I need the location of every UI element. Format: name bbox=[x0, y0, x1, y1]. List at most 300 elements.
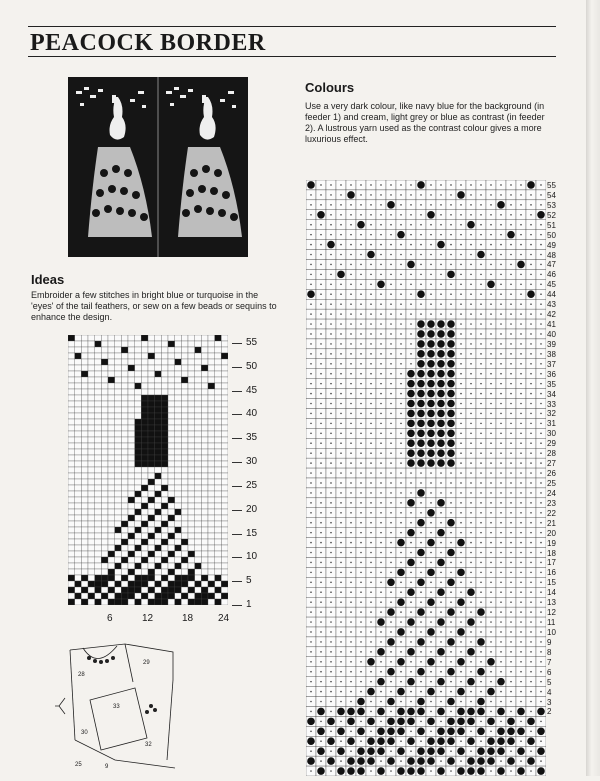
background-stitch-dot bbox=[440, 512, 442, 514]
background-stitch-dot bbox=[500, 502, 502, 504]
background-stitch-dot bbox=[530, 671, 532, 673]
mini-chart-cell bbox=[148, 575, 155, 581]
background-stitch-dot bbox=[370, 492, 372, 494]
mini-chart-cell bbox=[95, 401, 102, 407]
mini-chart-cell bbox=[68, 347, 75, 353]
background-stitch-dot bbox=[400, 591, 402, 593]
background-stitch-dot bbox=[420, 572, 422, 574]
background-stitch-dot bbox=[460, 701, 462, 703]
background-stitch-dot bbox=[510, 293, 512, 295]
contrast-stitch-dot bbox=[447, 380, 455, 388]
mini-chart-cell bbox=[108, 365, 115, 371]
background-stitch-dot bbox=[410, 303, 412, 305]
contrast-stitch-dot bbox=[417, 747, 425, 755]
background-stitch-dot bbox=[450, 532, 452, 534]
background-stitch-dot bbox=[470, 403, 472, 405]
background-stitch-dot bbox=[390, 542, 392, 544]
background-stitch-dot bbox=[510, 224, 512, 226]
background-stitch-dot bbox=[510, 284, 512, 286]
mini-chart-cell bbox=[135, 521, 142, 527]
background-stitch-dot bbox=[390, 482, 392, 484]
background-stitch-dot bbox=[490, 522, 492, 524]
mini-chart-cell bbox=[68, 473, 75, 479]
background-stitch-dot bbox=[520, 353, 522, 355]
mini-chart-cell bbox=[101, 563, 108, 569]
background-stitch-dot bbox=[400, 740, 402, 742]
background-stitch-dot bbox=[410, 731, 412, 733]
mini-chart-cell bbox=[155, 521, 162, 527]
background-stitch-dot bbox=[410, 522, 412, 524]
background-stitch-dot bbox=[460, 373, 462, 375]
background-stitch-dot bbox=[510, 770, 512, 772]
contrast-stitch-dot bbox=[397, 708, 405, 716]
mini-chart-cell bbox=[81, 395, 88, 401]
background-stitch-dot bbox=[540, 641, 542, 643]
background-stitch-dot bbox=[420, 264, 422, 266]
mini-chart-cell bbox=[81, 455, 88, 461]
mini-chart-cell bbox=[75, 563, 82, 569]
mini-chart-cell bbox=[115, 347, 122, 353]
mini-chart-cell bbox=[135, 365, 142, 371]
background-stitch-dot bbox=[370, 442, 372, 444]
background-stitch-dot bbox=[530, 562, 532, 564]
background-stitch-dot bbox=[350, 502, 352, 504]
background-stitch-dot bbox=[490, 244, 492, 246]
mini-chart-cell bbox=[81, 575, 88, 581]
contrast-stitch-dot bbox=[327, 737, 335, 745]
mini-chart-cell bbox=[181, 581, 188, 587]
mini-chart-cell bbox=[75, 455, 82, 461]
mini-chart-cell bbox=[101, 497, 108, 503]
mini-chart-cell bbox=[75, 335, 82, 341]
background-stitch-dot bbox=[340, 333, 342, 335]
background-stitch-dot bbox=[350, 671, 352, 673]
background-stitch-dot bbox=[460, 214, 462, 216]
contrast-stitch-dot bbox=[387, 668, 395, 676]
background-stitch-dot bbox=[520, 591, 522, 593]
background-stitch-dot bbox=[470, 254, 472, 256]
contrast-stitch-dot bbox=[447, 737, 455, 745]
mini-chart-cell bbox=[161, 503, 168, 509]
background-stitch-dot bbox=[400, 582, 402, 584]
diagram-number: 33 bbox=[113, 704, 120, 710]
background-stitch-dot bbox=[340, 363, 342, 365]
mini-chart-cell bbox=[161, 497, 168, 503]
mini-chart-cell bbox=[115, 353, 122, 359]
mini-chart-cell bbox=[208, 503, 215, 509]
background-stitch-dot bbox=[480, 403, 482, 405]
background-stitch-dot bbox=[500, 254, 502, 256]
mini-chart-cell bbox=[161, 569, 168, 575]
background-stitch-dot bbox=[460, 532, 462, 534]
mini-chart-cell bbox=[215, 431, 222, 437]
background-stitch-dot bbox=[320, 492, 322, 494]
background-stitch-dot bbox=[370, 631, 372, 633]
mini-chart-cell bbox=[115, 581, 122, 587]
mini-chart-cell bbox=[108, 599, 115, 605]
background-stitch-dot bbox=[500, 363, 502, 365]
contrast-stitch-dot bbox=[317, 747, 325, 755]
contrast-stitch-dot bbox=[437, 439, 445, 447]
mini-chart-cell bbox=[88, 443, 95, 449]
mini-chart-cell bbox=[121, 491, 128, 497]
row-number: 32 bbox=[547, 409, 556, 419]
background-stitch-dot bbox=[430, 254, 432, 256]
mini-chart-cell bbox=[155, 437, 162, 443]
background-stitch-dot bbox=[430, 582, 432, 584]
mini-chart-cell bbox=[188, 449, 195, 455]
mini-chart-cell bbox=[221, 593, 228, 599]
mini-chart-cell bbox=[88, 383, 95, 389]
mini-chart-cell bbox=[181, 587, 188, 593]
mini-chart-cell bbox=[75, 587, 82, 593]
background-stitch-dot bbox=[340, 721, 342, 723]
background-stitch-dot bbox=[310, 303, 312, 305]
background-stitch-dot bbox=[440, 214, 442, 216]
background-stitch-dot bbox=[360, 502, 362, 504]
background-stitch-dot bbox=[410, 492, 412, 494]
mini-chart-cell bbox=[188, 413, 195, 419]
mini-chart-cell bbox=[181, 341, 188, 347]
contrast-stitch-dot bbox=[307, 737, 315, 745]
background-stitch-dot bbox=[480, 462, 482, 464]
contrast-stitch-dot bbox=[337, 271, 345, 279]
background-stitch-dot bbox=[510, 522, 512, 524]
mini-chart-cell bbox=[215, 335, 222, 341]
mini-chart-cell bbox=[95, 371, 102, 377]
background-stitch-dot bbox=[340, 601, 342, 603]
mini-chart-cell bbox=[195, 365, 202, 371]
mini-chart-cell bbox=[115, 497, 122, 503]
mini-chart-cell bbox=[221, 371, 228, 377]
background-stitch-dot bbox=[330, 423, 332, 425]
background-stitch-dot bbox=[490, 433, 492, 435]
background-stitch-dot bbox=[480, 363, 482, 365]
background-stitch-dot bbox=[340, 403, 342, 405]
background-stitch-dot bbox=[520, 363, 522, 365]
background-stitch-dot bbox=[400, 472, 402, 474]
background-stitch-dot bbox=[480, 244, 482, 246]
background-stitch-dot bbox=[470, 462, 472, 464]
mini-chart-cell bbox=[208, 527, 215, 533]
contrast-stitch-dot bbox=[447, 459, 455, 467]
contrast-stitch-dot bbox=[497, 737, 505, 745]
background-stitch-dot bbox=[420, 274, 422, 276]
mini-chart-cell bbox=[201, 359, 208, 365]
background-stitch-dot bbox=[340, 433, 342, 435]
mini-chart-cell bbox=[155, 431, 162, 437]
mini-chart-cell bbox=[208, 467, 215, 473]
row-number: 34 bbox=[547, 389, 556, 399]
background-stitch-dot bbox=[330, 274, 332, 276]
row-number: 23 bbox=[547, 498, 556, 508]
mini-chart-cell bbox=[208, 371, 215, 377]
mini-chart-cell bbox=[88, 599, 95, 605]
contrast-stitch-dot bbox=[517, 747, 525, 755]
mini-chart-cell bbox=[181, 347, 188, 353]
mini-chart-cell bbox=[141, 575, 148, 581]
mini-chart-cell bbox=[88, 521, 95, 527]
mini-chart-cell bbox=[75, 353, 82, 359]
contrast-stitch-dot bbox=[407, 459, 415, 467]
contrast-stitch-dot bbox=[397, 569, 405, 577]
mini-chart-cell bbox=[155, 347, 162, 353]
background-stitch-dot bbox=[330, 442, 332, 444]
background-stitch-dot bbox=[520, 313, 522, 315]
mini-chart-cell bbox=[188, 395, 195, 401]
background-stitch-dot bbox=[430, 492, 432, 494]
background-stitch-dot bbox=[460, 224, 462, 226]
background-stitch-dot bbox=[320, 621, 322, 623]
mini-chart-cell bbox=[168, 581, 175, 587]
mini-chart-cell bbox=[188, 587, 195, 593]
contrast-stitch-dot bbox=[437, 559, 445, 567]
mini-chart-cell bbox=[81, 557, 88, 563]
background-stitch-dot bbox=[320, 611, 322, 613]
mini-chart-cell bbox=[221, 527, 228, 533]
background-stitch-dot bbox=[450, 770, 452, 772]
contrast-stitch-dot bbox=[417, 638, 425, 646]
mini-chart-cell bbox=[195, 515, 202, 521]
background-stitch-dot bbox=[500, 651, 502, 653]
background-stitch-dot bbox=[480, 651, 482, 653]
contrast-stitch-dot bbox=[407, 370, 415, 378]
mini-chart-cell bbox=[195, 509, 202, 515]
mini-chart-cell bbox=[188, 425, 195, 431]
mini-chart-cell bbox=[148, 521, 155, 527]
contrast-stitch-dot bbox=[397, 658, 405, 666]
mini-chart-cell bbox=[221, 407, 228, 413]
row-number: 22 bbox=[547, 508, 556, 518]
background-stitch-dot bbox=[390, 532, 392, 534]
mini-chart-cell bbox=[75, 371, 82, 377]
mini-chart-cell bbox=[141, 395, 148, 401]
contrast-stitch-dot bbox=[417, 290, 425, 298]
background-stitch-dot bbox=[540, 552, 542, 554]
contrast-stitch-dot bbox=[487, 688, 495, 696]
background-stitch-dot bbox=[540, 701, 542, 703]
mini-chart-cell bbox=[148, 527, 155, 533]
mini-chart-cell bbox=[121, 449, 128, 455]
background-stitch-dot bbox=[500, 323, 502, 325]
mini-chart-cell bbox=[135, 401, 142, 407]
background-stitch-dot bbox=[480, 740, 482, 742]
background-stitch-dot bbox=[500, 641, 502, 643]
background-stitch-dot bbox=[320, 552, 322, 554]
background-stitch-dot bbox=[360, 462, 362, 464]
mini-chart-cell bbox=[148, 353, 155, 359]
mini-chart-cell bbox=[108, 503, 115, 509]
background-stitch-dot bbox=[370, 303, 372, 305]
contrast-stitch-dot bbox=[317, 211, 325, 219]
contrast-stitch-dot bbox=[437, 360, 445, 368]
mini-chart-cell bbox=[168, 497, 175, 503]
mini-chart-cell bbox=[155, 377, 162, 383]
background-stitch-dot bbox=[460, 423, 462, 425]
background-stitch-dot bbox=[350, 284, 352, 286]
contrast-stitch-dot bbox=[347, 737, 355, 745]
mini-chart-cell bbox=[88, 359, 95, 365]
mini-chart-cell bbox=[88, 533, 95, 539]
mini-chart-cell bbox=[108, 515, 115, 521]
background-stitch-dot bbox=[500, 303, 502, 305]
background-stitch-dot bbox=[320, 413, 322, 415]
mini-chart-cell bbox=[141, 419, 148, 425]
mini-chart-cell bbox=[101, 383, 108, 389]
mini-chart-cell bbox=[135, 335, 142, 341]
background-stitch-dot bbox=[340, 641, 342, 643]
background-stitch-dot bbox=[490, 512, 492, 514]
background-stitch-dot bbox=[460, 442, 462, 444]
mini-chart-cell bbox=[101, 407, 108, 413]
background-stitch-dot bbox=[320, 264, 322, 266]
mini-chart-cell bbox=[208, 455, 215, 461]
background-stitch-dot bbox=[490, 631, 492, 633]
mini-chart-cell bbox=[201, 563, 208, 569]
mini-chart-cell bbox=[121, 413, 128, 419]
background-stitch-dot bbox=[350, 681, 352, 683]
background-stitch-dot bbox=[540, 562, 542, 564]
mini-chart-cell bbox=[215, 389, 222, 395]
mini-chart-cell bbox=[115, 389, 122, 395]
mini-chart-cell bbox=[121, 587, 128, 593]
mini-chart-cell bbox=[81, 473, 88, 479]
mini-chart-cell bbox=[155, 353, 162, 359]
mini-chart-cell bbox=[175, 413, 182, 419]
background-stitch-dot bbox=[530, 492, 532, 494]
mini-chart-cell bbox=[161, 371, 168, 377]
mini-chart-cell bbox=[68, 569, 75, 575]
row-number: 15 bbox=[547, 578, 556, 588]
contrast-stitch-dot bbox=[407, 400, 415, 408]
background-stitch-dot bbox=[370, 582, 372, 584]
background-stitch-dot bbox=[470, 433, 472, 435]
background-stitch-dot bbox=[380, 452, 382, 454]
contrast-stitch-dot bbox=[347, 708, 355, 716]
background-stitch-dot bbox=[480, 224, 482, 226]
contrast-stitch-dot bbox=[307, 757, 315, 765]
background-stitch-dot bbox=[320, 661, 322, 663]
contrast-stitch-dot bbox=[387, 698, 395, 706]
mini-chart-cell bbox=[95, 449, 102, 455]
mini-chart-cell bbox=[168, 401, 175, 407]
mini-chart-cell bbox=[108, 509, 115, 515]
mini-chart-cell bbox=[81, 587, 88, 593]
background-stitch-dot bbox=[390, 462, 392, 464]
mini-chart-cell bbox=[81, 335, 88, 341]
background-stitch-dot bbox=[370, 542, 372, 544]
background-stitch-dot bbox=[460, 274, 462, 276]
mini-chart-cell bbox=[221, 587, 228, 593]
background-stitch-dot bbox=[510, 353, 512, 355]
mini-chart-cell bbox=[68, 437, 75, 443]
mini-chart-cell bbox=[121, 485, 128, 491]
contrast-stitch-dot bbox=[357, 728, 365, 736]
background-stitch-dot bbox=[310, 224, 312, 226]
mini-chart-cell bbox=[221, 563, 228, 569]
background-stitch-dot bbox=[430, 224, 432, 226]
mini-chart-cell bbox=[161, 521, 168, 527]
mini-chart-cell bbox=[115, 533, 122, 539]
mini-chart-cell bbox=[208, 533, 215, 539]
mini-chart-cell bbox=[208, 473, 215, 479]
background-stitch-dot bbox=[310, 651, 312, 653]
contrast-stitch-dot bbox=[387, 579, 395, 587]
background-stitch-dot bbox=[460, 383, 462, 385]
mini-chart-cell bbox=[81, 515, 88, 521]
mini-chart-cell bbox=[148, 491, 155, 497]
mini-chart-cell bbox=[155, 587, 162, 593]
background-stitch-dot bbox=[380, 542, 382, 544]
background-stitch-dot bbox=[510, 323, 512, 325]
background-stitch-dot bbox=[440, 184, 442, 186]
mini-chart-cell bbox=[115, 515, 122, 521]
mini-chart-cell bbox=[161, 509, 168, 515]
background-stitch-dot bbox=[490, 611, 492, 613]
background-stitch-dot bbox=[540, 274, 542, 276]
contrast-stitch-dot bbox=[477, 767, 485, 775]
background-stitch-dot bbox=[400, 343, 402, 345]
ideas-text: Embroider a few stitches in bright blue or turquoise in the 'eyes' of the tail feathers, or sew on a few beads or sequins to enhance the design. bbox=[31, 290, 277, 322]
background-stitch-dot bbox=[430, 681, 432, 683]
background-stitch-dot bbox=[330, 572, 332, 574]
mini-chart-cell bbox=[75, 473, 82, 479]
mini-chart-cell bbox=[181, 449, 188, 455]
background-stitch-dot bbox=[540, 343, 542, 345]
mini-chart-cell bbox=[128, 431, 135, 437]
contrast-stitch-dot bbox=[447, 608, 455, 616]
mini-chart-cell bbox=[148, 401, 155, 407]
mini-chart-cell bbox=[175, 371, 182, 377]
mini-chart-cell bbox=[195, 473, 202, 479]
mini-chart-cell bbox=[195, 389, 202, 395]
background-stitch-dot bbox=[350, 353, 352, 355]
background-stitch-dot bbox=[450, 472, 452, 474]
contrast-stitch-dot bbox=[417, 380, 425, 388]
mini-chart-cell bbox=[75, 449, 82, 455]
background-stitch-dot bbox=[410, 661, 412, 663]
row-number: 38 bbox=[547, 349, 556, 359]
background-stitch-dot bbox=[450, 502, 452, 504]
row-number: 10 bbox=[547, 628, 556, 637]
background-stitch-dot bbox=[310, 333, 312, 335]
mini-chart-cell bbox=[175, 539, 182, 545]
contrast-stitch-dot bbox=[447, 430, 455, 438]
mini-chart-cell bbox=[161, 389, 168, 395]
contrast-stitch-dot bbox=[407, 410, 415, 418]
contrast-stitch-dot bbox=[417, 400, 425, 408]
mini-chart-cell bbox=[155, 443, 162, 449]
background-stitch-dot bbox=[400, 611, 402, 613]
contrast-stitch-dot bbox=[427, 330, 435, 338]
background-stitch-dot bbox=[310, 433, 312, 435]
mini-chart-cell bbox=[101, 479, 108, 485]
background-stitch-dot bbox=[500, 661, 502, 663]
background-stitch-dot bbox=[490, 194, 492, 196]
mini-chart-cell bbox=[135, 395, 142, 401]
background-stitch-dot bbox=[470, 214, 472, 216]
background-stitch-dot bbox=[480, 204, 482, 206]
background-stitch-dot bbox=[490, 492, 492, 494]
mini-chart-cell bbox=[208, 377, 215, 383]
mini-chart-cell bbox=[115, 371, 122, 377]
background-stitch-dot bbox=[430, 284, 432, 286]
background-stitch-dot bbox=[350, 433, 352, 435]
mini-chart-cell bbox=[175, 395, 182, 401]
background-stitch-dot bbox=[330, 204, 332, 206]
background-stitch-dot bbox=[390, 770, 392, 772]
background-stitch-dot bbox=[470, 661, 472, 663]
